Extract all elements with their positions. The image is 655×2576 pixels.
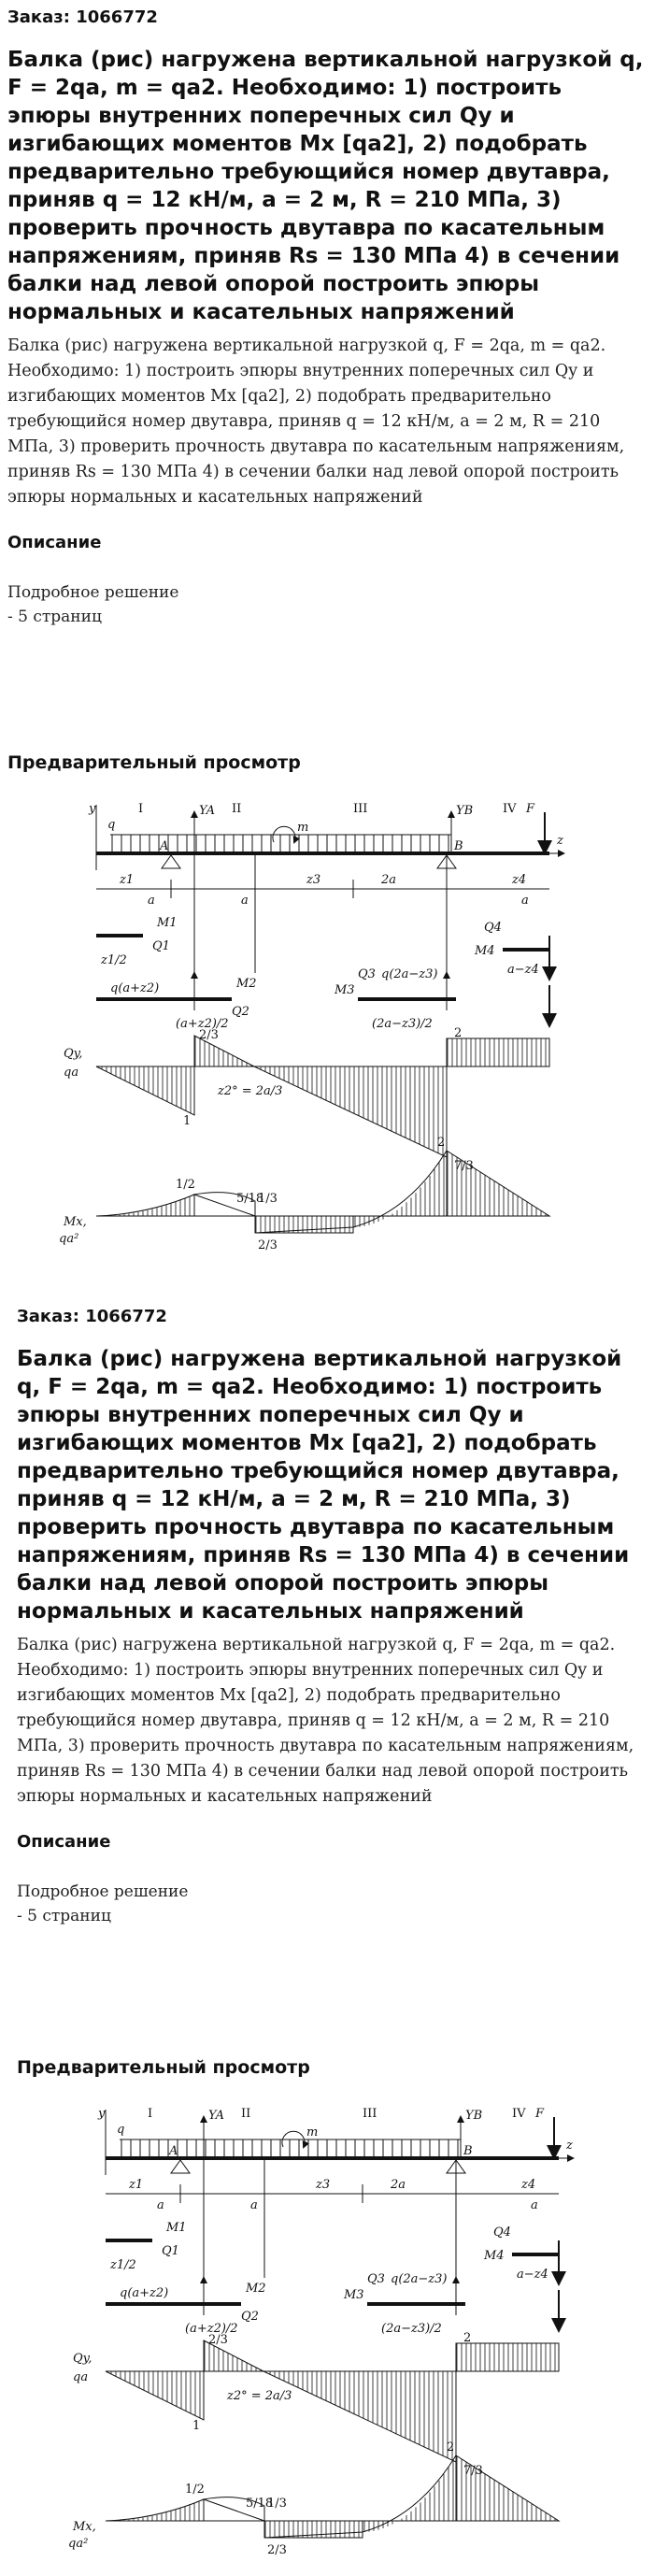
order-number: Заказ: 1066772 [17,1307,167,1326]
label-dim-a2: a [241,894,249,908]
m-value-2: 2 [437,1136,446,1150]
label-seg-ii: II [241,2107,251,2121]
label-seg-i: I [138,802,144,816]
label-m1: M1 [166,2221,187,2235]
m-value-1-3: 1/3 [258,1192,278,1206]
label-qa2-axis: qa² [59,1232,79,1246]
label-dim-a3: a [531,2198,538,2212]
label-m1: M1 [157,916,178,930]
label-ya: YA [199,804,215,818]
label-q-2a-z3: q(2a−z3) [391,2272,448,2286]
beam-diagram-svg [7,786,568,1288]
label-a-z2-half: (a+z2)/2 [176,1017,229,1031]
label-b: B [463,2144,473,2158]
support-a-icon [162,855,180,868]
q-diagram-segment-2b [254,1066,447,1157]
task-description: Балка (рис) нагружена вертикальной нагрузкой q, F = 2qa, m = qa2. Необходимо: 1) построить эпюры внутренних поперечных сил Qy и изгибающих моментов Mx [qa2], 2) подобрать предварительно требующийся номер двутавра, приняв q = 12 кН/м, a = 2 м, R = 210 МПа, 3) проверить прочность двутавра по касательным напряжениям, приняв Rs = 130 МПа 4) в сечении балки над левой опорой построить эпюры нормальных и касательных напряжений [17,1636,634,1806]
beam-diagram-svg [17,2091,577,2576]
label-a: A [160,839,169,853]
label-half-z1: z1/2 [110,2258,136,2272]
label-z: z [566,2139,573,2153]
label-m3: M3 [344,2288,364,2302]
description-heading: Описание [7,533,102,552]
label-q-2a-z3: q(2a−z3) [381,967,438,981]
label-ya: YA [208,2109,224,2123]
label-z: z [557,834,563,848]
m-value-2-3: 2/3 [267,2543,287,2557]
q-value-7-3: 7/3 [463,2464,483,2478]
description-heading: Описание [17,1832,111,1852]
m-value-5-18: 5/18 [236,1192,264,1206]
label-q-a-z2: q(a+z2) [110,981,160,995]
label-2a: 2a [381,873,397,887]
label-dim-a3: a [521,894,529,908]
m-diagram-segment-1 [96,1195,194,1216]
label-qa-axis: qa [73,2370,89,2384]
label-y: y [98,2107,106,2121]
label-z2-zero: z2° = 2a/3 [218,1084,283,1098]
label-2a-z3-half: (2a−z3)/2 [381,2322,442,2336]
label-z3: z3 [306,873,321,887]
label-q3: Q3 [358,967,376,981]
task-title: Балка (рис) нагружена вертикальной нагрузкой q, F = 2qa, m = qa2. Необходимо: 1) построить эпюры внутренних поперечных сил Qy и изгибающих моментов Mx [qa2], 2) подобрать предварительно требующийся номер двутавра, приняв q = 12 кН/м, a = 2 м, R = 210 МПа, 3) проверить прочность двутавра по касательным напряжениям, приняв Rs = 130 МПа 4) в сечении балки над левой опорой построить эпюры нормальных и касательных напряжений [17,1347,630,1624]
order-number: Заказ: 1066772 [7,7,158,27]
label-seg-iii: III [363,2107,377,2121]
beam-diagram-figure [17,2091,577,2576]
label-z1: z1 [129,2178,144,2192]
detail-line-2: - 5 страниц [7,608,102,626]
label-m4: M4 [475,944,495,958]
label-dim-a1: a [157,2198,164,2212]
support-a-icon [171,2160,190,2173]
task-description: Балка (рис) нагружена вертикальной нагрузкой q, F = 2qa, m = qa2. Необходимо: 1) построить эпюры внутренних поперечных сил Qy и изгибающих моментов Mx [qa2], 2) подобрать предварительно требующийся номер двутавра, приняв q = 12 кН/м, a = 2 м, R = 210 МПа, 3) проверить прочность двутавра по касательным напряжениям, приняв Rs = 130 МПа 4) в сечении балки над левой опорой построить эпюры нормальных и касательных напряжений [7,336,625,507]
q-value-2-3: 2/3 [199,1028,219,1042]
m-value-1-3: 1/3 [267,2497,287,2511]
label-f: F [526,802,535,816]
task-title: Балка (рис) нагружена вертикальной нагрузкой q, F = 2qa, m = qa2. Необходимо: 1) построить эпюры внутренних поперечных сил Qy и изгибающих моментов Mx [qa2], 2) подобрать предварительно требующийся номер двутавра, приняв q = 12 кН/м, a = 2 м, R = 210 МПа, 3) проверить прочность двутавра по касательным напряжениям, приняв Rs = 130 МПа 4) в сечении балки над левой опорой построить эпюры нормальных и касательных напряжений [7,48,644,324]
label-m4: M4 [484,2249,505,2263]
label-q: q [117,2123,125,2137]
m-diagram-hatching [101,1152,546,1233]
m-diagram-segment-1 [106,2499,204,2521]
m-value-5-18: 5/18 [246,2497,274,2511]
q-value-1: 1 [183,1114,192,1128]
label-q3: Q3 [367,2272,385,2286]
q-value-2-3: 2/3 [208,2333,228,2347]
label-qy-axis: Qy, [73,2352,93,2366]
label-b: B [454,839,463,853]
q-value-2: 2 [454,1026,463,1040]
label-a-minus-z4: a−z4 [517,2268,548,2282]
label-m2: M2 [246,2282,266,2296]
detail-line-1: Подробное решение [17,1882,189,1901]
label-seg-i: I [148,2107,153,2121]
q-diagram-hatching [97,1037,546,1156]
label-z1: z1 [120,873,135,887]
q-value-7-3: 7/3 [454,1159,474,1173]
m-value-2: 2 [447,2440,455,2454]
label-half-z1: z1/2 [101,953,127,967]
m-value-1-2: 1/2 [185,2483,205,2497]
label-q: q [107,818,116,832]
label-a: A [169,2144,178,2158]
label-seg-ii: II [232,802,242,816]
label-y: y [89,802,96,816]
label-q1: Q1 [162,2244,179,2258]
label-z2-zero: z2° = 2a/3 [227,2389,292,2403]
label-q2: Q2 [232,1005,249,1019]
label-yb: YB [456,804,474,818]
q-value-1: 1 [192,2419,201,2433]
q-diagram-hatching [107,2341,555,2461]
label-qa2-axis: qa² [68,2537,89,2551]
label-mx-axis: Mx, [73,2520,96,2534]
label-2a-z3-half: (2a−z3)/2 [372,1017,433,1031]
label-f: F [535,2107,545,2121]
label-m: m [306,2125,319,2140]
label-seg-iv: IV [512,2107,526,2121]
preview-heading: Предварительный просмотр [7,752,301,773]
label-q-a-z2: q(a+z2) [120,2286,169,2300]
label-mx-axis: Mx, [64,1215,87,1229]
label-m2: M2 [236,977,257,991]
detail-line-1: Подробное решение [7,583,179,602]
q-diagram-segment-4 [447,1038,549,1066]
label-a-z2-half: (a+z2)/2 [185,2322,238,2336]
q-diagram-segment-2b [263,2371,456,2462]
label-z4: z4 [521,2178,536,2192]
card-2 [0,1288,655,2576]
label-qy-axis: Qy, [64,1047,83,1061]
preview-heading: Предварительный просмотр [17,2057,310,2078]
q-diagram-segment-4 [456,2343,559,2371]
label-m3: M3 [335,983,355,997]
label-yb: YB [465,2109,483,2123]
label-qa-axis: qa [64,1066,79,1080]
label-dim-a1: a [148,894,155,908]
q-value-2: 2 [463,2331,472,2345]
m-value-1-2: 1/2 [176,1178,195,1192]
label-seg-iv: IV [503,802,517,816]
label-q2: Q2 [241,2310,259,2324]
label-z3: z3 [316,2178,331,2192]
label-m: m [297,821,309,835]
label-a-minus-z4: a−z4 [507,963,539,977]
label-z4: z4 [512,873,527,887]
m-value-2-3: 2/3 [258,1238,278,1252]
beam-diagram-figure [7,786,568,1288]
label-q1: Q1 [152,939,170,953]
label-q4: Q4 [493,2225,511,2240]
detail-line-2: - 5 страниц [17,1907,111,1925]
solution-details [17,1880,648,1928]
label-q4: Q4 [484,921,502,935]
solution-details [7,580,648,629]
m-diagram-hatching [110,2456,555,2538]
label-seg-iii: III [353,802,368,816]
label-dim-a2: a [250,2198,258,2212]
label-2a: 2a [391,2178,406,2192]
